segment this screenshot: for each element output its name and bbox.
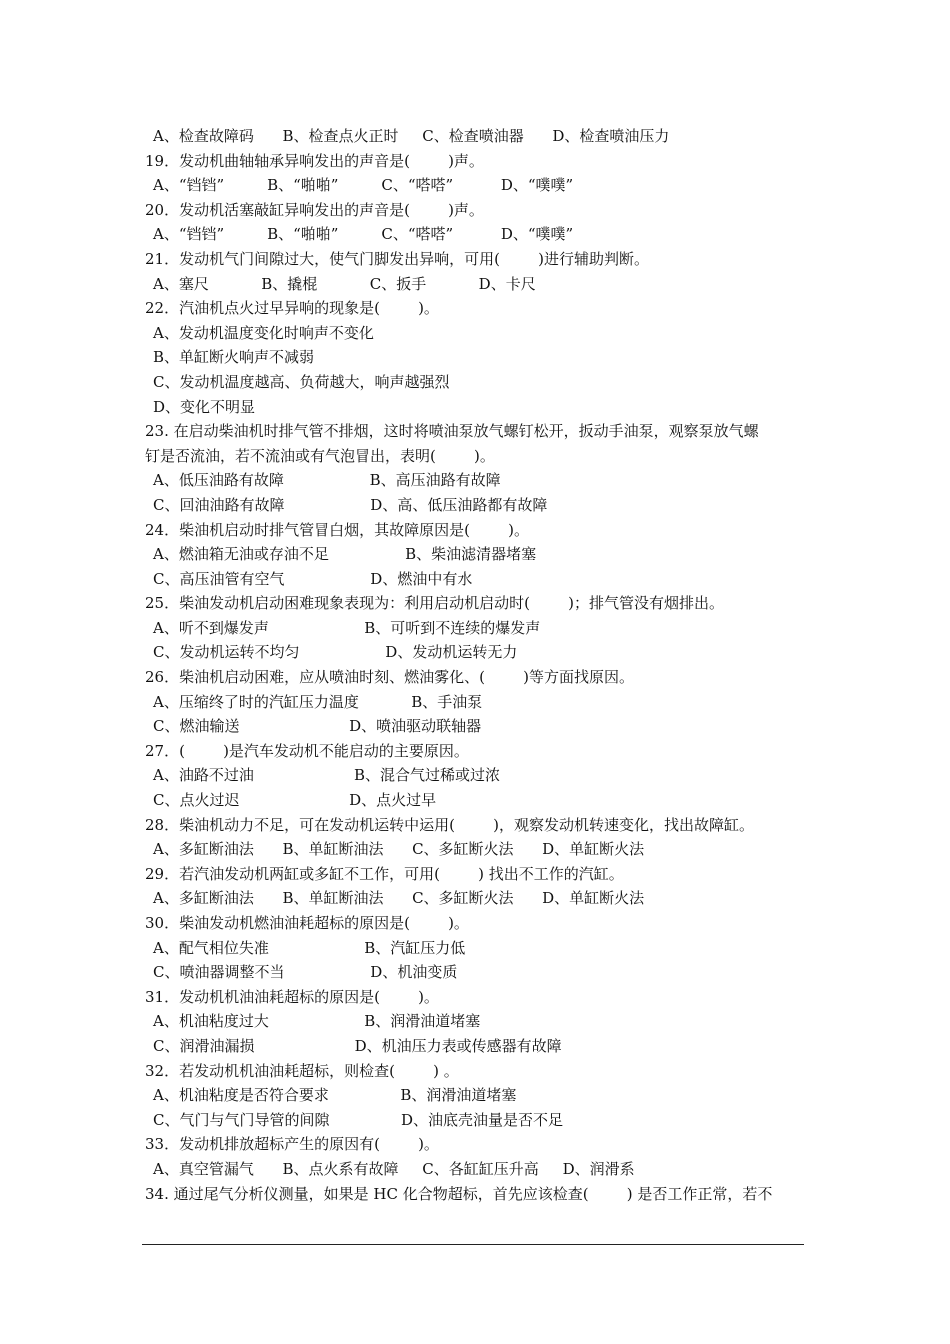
question-line: 30．柴油发动机燃油油耗超标的原因是( )。 [145,914,469,932]
question-line: 22．汽油机点火过早异响的现象是( )。 [145,299,439,318]
question-line: 24．柴油机启动时排气管冒白烟，其故障原因是( )。 [145,520,529,539]
question-line: 21．发动机气门间隙过大，使气门脚发出异响，可用( )进行辅助判断。 [145,249,649,268]
question-line: 19．发动机曲轴轴承异响发出的声音是( )声。 [145,151,484,170]
question-line: 钉是否流油，若不流油或有气泡冒出，表明( )。 [145,446,495,465]
answer-options-line: A、检查故障码 B、检查点火正时 C、检查喷油器 D、检查喷油压力 [153,127,670,145]
answer-options-line: A、油路不过油 B、混合气过稀或过浓 [153,766,500,785]
question-line: 23. 在启动柴油机时排气管不排烟，这时将喷油泵放气螺钉松开，扳动手油泵，观察泵放气螺 [145,422,759,441]
answer-options-line: C、润滑油漏损 D、机油压力表或传感器有故障 [153,1036,562,1055]
answer-options-line: A、燃油箱无油或存油不足 B、柴油滤清器堵塞 [153,545,537,564]
question-line: 33．发动机排放超标产生的原因有( )。 [145,1135,439,1154]
answer-options-line: C、发动机温度越高、负荷越大，响声越强烈 [153,372,450,391]
answer-options-line: A、发动机温度变化时响声不变化 [153,323,374,342]
answer-options-line: C、发动机运转不均匀 D、发动机运转无力 [153,643,518,662]
answer-options-line: A、听不到爆发声 B、可听到不连续的爆发声 [153,618,541,637]
question-line: 25．柴油发动机启动困难现象表现为：利用启动机启动时( )；排气管没有烟排出。 [145,594,724,613]
question-line: 34. 通过尾气分析仪测量，如果是 HC 化合物超标，首先应该检查( ) 是否工作正常，若不 [145,1184,773,1203]
answer-options-line: C、高压油管有空气 D、燃油中有水 [153,569,473,588]
footer-rule [142,1244,804,1245]
answer-options-line: A、机油粘度是否符合要求 B、润滑油道堵塞 [153,1086,517,1105]
answer-options-line: D、变化不明显 [153,397,256,416]
answer-options-line: A、配气相位失准 B、汽缸压力低 [153,938,466,957]
question-line: 27．( )是汽车发动机不能启动的主要原因。 [145,741,469,760]
answer-options-line: A、真空管漏气 B、点火系有故障 C、各缸缸压升高 D、润滑系 [153,1159,635,1178]
question-line: 32．若发动机机油油耗超标，则检查( ) 。 [145,1061,459,1080]
answer-options-line: C、燃油输送 D、喷油驱动联轴器 [153,717,482,736]
question-line: 20．发动机活塞敲缸异响发出的声音是( )声。 [145,200,484,219]
answer-options-line: A、多缸断油法 B、单缸断油法 C、多缸断火法 D、单缸断火法 [153,840,645,859]
answer-options-line: A、塞尺 B、撬棍 C、扳手 D、卡尺 [153,274,536,293]
answer-options-line: A、低压油路有故障 B、高压油路有故障 [153,471,501,490]
answer-options-line: A、压缩终了时的汽缸压力温度 B、手油泵 [153,692,483,711]
answer-options-line: C、点火过迟 D、点火过早 [153,791,437,810]
answer-options-line: C、喷油器调整不当 D、机油变质 [153,963,458,982]
answer-options-line: A、多缸断油法 B、单缸断油法 C、多缸断火法 D、单缸断火法 [153,889,645,908]
answer-options-line: C、气门与气门导管的间隙 D、油底壳油量是否不足 [153,1110,564,1129]
answer-options-line: C、回油油路有故障 D、高、低压油路都有故障 [153,495,548,514]
answer-options-line: A、“铛铛” B、“啪啪” C、“嗒嗒” D、“噗噗” [153,225,574,244]
question-list [145,124,807,1206]
question-line: 31．发动机机油油耗超标的原因是( )。 [145,987,439,1006]
question-line: 26．柴油机启动困难，应从喷油时刻、燃油雾化、( )等方面找原因。 [145,668,634,687]
answer-options-line: A、机油粘度过大 B、润滑油道堵塞 [153,1012,481,1031]
question-line: 29．若汽油发动机两缸或多缸不工作，可用( ) 找出不工作的汽缸。 [145,864,624,883]
question-line: 28．柴油机动力不足，可在发动机运转中运用( )，观察发动机转速变化，找出故障缸。 [145,815,754,834]
answer-options-line: A、“铛铛” B、“啪啪” C、“嗒嗒” D、“噗噗” [153,176,574,195]
answer-options-line: B、单缸断火响声不减弱 [153,348,315,367]
